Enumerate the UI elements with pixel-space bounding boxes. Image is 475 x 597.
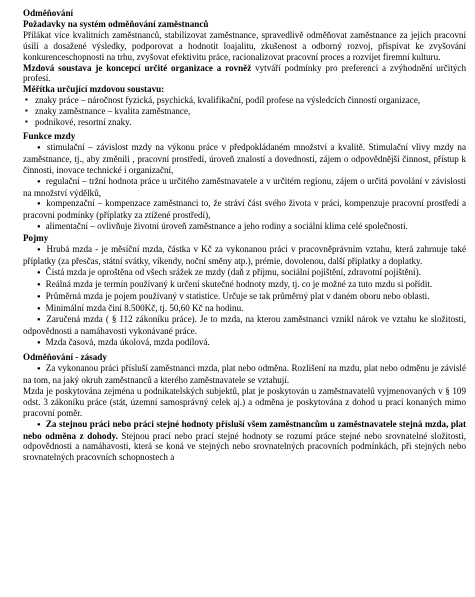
list-item: ● Zaručená mzda ( § 112 zákoníku práce). Je to mzda, na kterou zaměstnanci vznikl nárok ve vztahu ke složitosti, odpovědnosti a namáhavosti vykonávané práce.	[23, 314, 467, 337]
list-item: ● Reálná mzda je termín používaný k určení skutečné hodnoty mzdy, tj. co je možné za tuto mzdu si pořídit.	[37, 278, 433, 289]
section-heading-zasady: Odměňování - zásady	[23, 352, 107, 363]
list-item: ● kompenzační – kompenzace zaměstnanci to, že stráví část svého života v práci, kompenzuje pracovní prostředí a pracovní podmínky (příplatky za ztížené prostředí),	[23, 198, 467, 221]
mzdova-soustava-paragraph	[23, 63, 466, 85]
list-item: ● Průměrná mzda je pojem používaný v statistice. Určuje se tak průměrný plat v daném oboru nebo oblasti.	[37, 290, 430, 301]
list-item: ● alimentační – ovlivňuje životní úroveň zaměstnance a jeho rodiny a sociální klima celé společnosti.	[37, 221, 408, 232]
bullet-icon: ●	[37, 224, 41, 231]
pojmy-list	[23, 244, 466, 349]
zasady-first	[23, 363, 466, 386]
zasady-paragraph-2: Mzda je poskytována zejména u podnikatelských subjektů, plat je poskytován u zaměstnavatelů vyjmenovaných v § 109 odst. 3 zákoníku práce (stát, územní samosprávný celek aj.) a odměna je poskytována z dohod u prací konaných mimo pracovní poměr.	[23, 385, 466, 418]
list-item: ▪ podnikové, resortní znaky.	[23, 117, 466, 128]
list-item: ▪ znaky práce – náročnost fyzická, psychická, kvalifikační, podíl profese na výsledcích činností organizace,	[23, 95, 466, 106]
bullet-icon: ●	[37, 247, 42, 254]
zasady-third	[23, 419, 466, 464]
bullet-icon: ●	[37, 317, 42, 324]
section-heading-meritka: Měřítka určující mzdovou soustavu:	[23, 84, 165, 95]
zasady-rest-text: Stejnou prací nebo prací stejné hodnoty se rozumí práce stejné nebo srovnatelné složitosti, odpovědnosti a namáhavosti, která se koná ve stejných nebo srovnatelných pracovních podmínkách, při stejných nebo srovnatelných pracovních schopnostech a	[23, 430, 466, 463]
list-item: ● Čistá mzda je oproštěna od všech srážek ze mzdy (daň z příjmu, sociální pojištění, zdravotní pojištění).	[37, 266, 421, 277]
bullet-icon: ●	[37, 281, 41, 288]
list-item: ● Minimální mzda činí 8.500Kč, tj. 50,60 Kč na hodinu.	[37, 302, 244, 313]
list-item: ● Hrubá mzda - je měsíční mzda, částka v Kč za vykonanou práci v pracovněprávním vztahu, která zahrnuje také příplatky (za přesčas, státní svátky, víkendy, noční směny atp.), prémie, dovolenou, další příplatky a doplatky.	[23, 244, 466, 266]
bullet-icon: ●	[37, 178, 41, 185]
bullet-icon: ●	[37, 269, 41, 276]
bullet-icon: ●	[37, 293, 41, 300]
meritka-list	[23, 95, 466, 128]
zasady-bold-text: Za stejnou práci nebo práci stejné hodnoty přísluší všem zaměstnancům u zaměstnavatele stejná mzda, plat nebo odměna z dohody.	[23, 418, 466, 441]
list-item	[23, 419, 466, 464]
requirements-paragraph: Přilákat více kvalitních zaměstnanců, stabilizovat zaměstnance, spravedlivě odměňovat zaměstnance za jejich pracovní úsilí a dosažené výsledky, podporovat a hodnotit loajalitu, zkušenost a odborný rozvoj, přispívat ke zvyšování konkurenceschopnosti na trhu, zvyšovat efektivitu práce, racionalizovat pracovní proces a rozvíjet firemní kulturu.	[23, 29, 466, 62]
mzdova-soustava-bold: Mzdová soustava je koncepcí určité organizace a rovněž	[23, 62, 252, 73]
bullet-icon: ●	[37, 340, 41, 347]
bullet-icon: ●	[37, 421, 41, 428]
bullet-icon: ●	[37, 305, 41, 312]
funkce-list	[23, 142, 466, 233]
section-heading-pojmy: Pojmy	[23, 233, 49, 244]
list-item: ● regulační – tržní hodnota práce u určitého zaměstnavatele a v určitém regionu, zájem o určitá povolání v závislosti na množství výdělků,	[23, 175, 467, 198]
list-item: ● Za vykonanou práci přísluší zaměstnanci mzda, plat nebo odměna. Rozlišení na mzdu, plat nebo odměnu je závislé na tom, na jaký okruh zaměstnanců a kterého zaměstnavatele se vztahují.	[23, 363, 467, 385]
list-item: ▪ znaky zaměstnance – kvalita zaměstnance,	[23, 106, 466, 117]
section-heading-odmenovani: Odměňování	[23, 8, 74, 18]
section-heading-requirements: Požadavky na systém odměňování zaměstnanců	[23, 18, 209, 29]
bullet-icon: ●	[37, 366, 41, 373]
bullet-icon: ●	[37, 201, 42, 208]
bullet-icon: ●	[37, 144, 42, 151]
list-item: ● Mzda časová, mzda úkolová, mzda podílová.	[37, 337, 210, 348]
list-item: ● stimulační – závislost mzdy na výkonu práce v předpokládaném množství a kvalitě. Stimulační vlivy mzdy na zaměstnance, tj., aby změnili , pracovní prostředí, úroveň znalostí a dovedností, zájem o odpovědnější činnost, přístup k činnosti, inovace technické i organizační,	[23, 141, 467, 175]
mzdova-soustava-rest: vytváří podmínky pro preferenci a zvýhodnění určitých profesí.	[23, 62, 466, 84]
section-heading-funkce: Funkce mzdy	[23, 130, 76, 141]
